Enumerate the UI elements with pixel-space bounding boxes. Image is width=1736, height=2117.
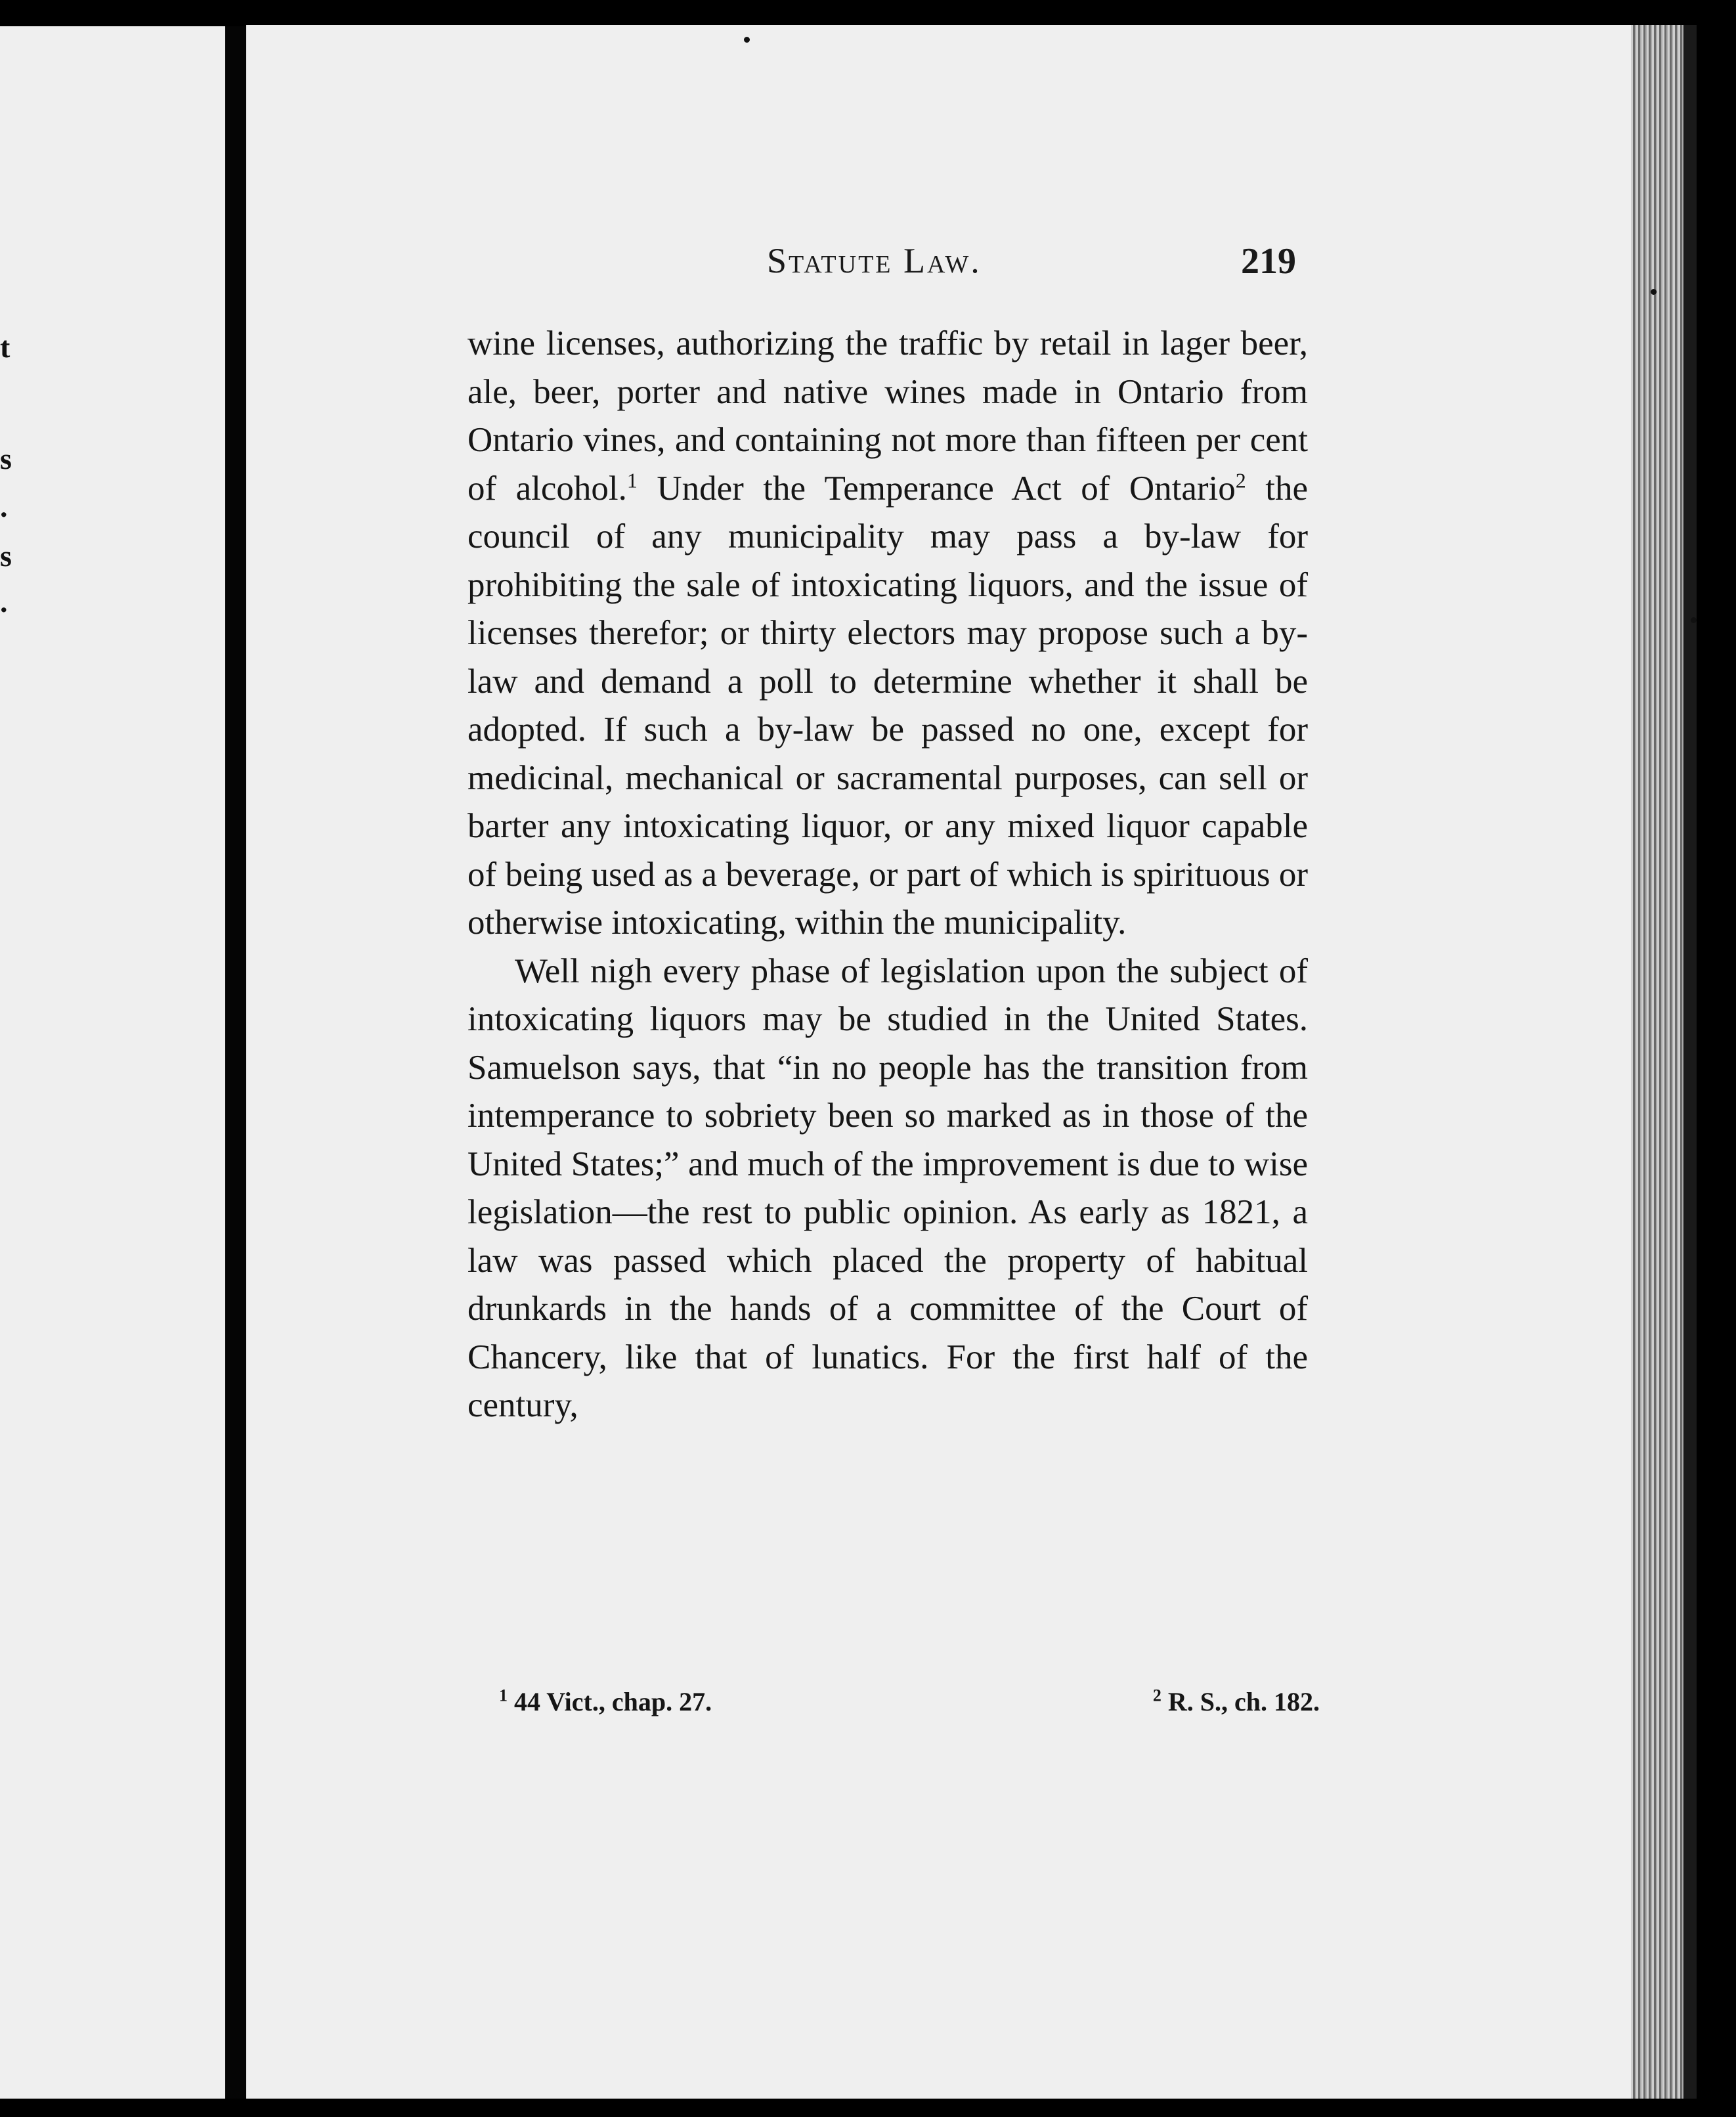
footnotes — [499, 1686, 1320, 1717]
body-text — [467, 320, 1308, 1430]
left-margin-fragment: t — [0, 330, 11, 364]
book-gutter — [225, 26, 246, 2099]
running-head: Statute Law. — [767, 241, 982, 280]
footnote — [499, 1686, 712, 1717]
footnote-marker: 1 — [499, 1686, 508, 1705]
ink-speck — [1691, 617, 1697, 623]
footnote-ref: 1 — [626, 468, 638, 492]
footnote-text: 44 Vict., chap. 27. — [514, 1687, 712, 1716]
footnote-ref: 2 — [1235, 468, 1246, 492]
ink-speck — [1651, 289, 1657, 295]
paragraph — [467, 320, 1308, 948]
left-margin-fragment: s — [0, 539, 12, 573]
page-edge-shadow — [1683, 25, 1697, 2099]
footnote-marker: 2 — [1152, 1686, 1161, 1705]
text-run: wine licenses, authorizing the traffic by retail in lager beer, ale, beer, porter and native wines made in Ontario from Ontario vines, and containing not more than fifteen per cent of alcohol. — [467, 324, 1308, 508]
left-margin-fragment: . — [0, 585, 8, 619]
left-page — [0, 26, 225, 2099]
footnote-text: R. S., ch. 182. — [1167, 1687, 1320, 1716]
footnote — [1153, 1686, 1320, 1717]
page-number: 219 — [1241, 241, 1296, 282]
paragraph: Well nigh every phase of legislation upon the subject of intoxicating liquors may be studied in the United States. Samuelson says, that “in no people has the transition from intemperance to sobriety been so marked as in those of the United States;” and much of the improvement is due to wise legislation—the rest to public opinion. As early as 1821, a law was passed which placed the property of habitual drunkards in the hands of a committee of the Court of Chancery, like that of lunatics. For the first half of the century, — [467, 951, 1308, 1424]
text-run: the council of any municipality may pass a by-law for prohibiting the sale of intoxicating liquors, and the issue of licenses therefor; or thirty electors may propose such a by-law and demand a poll to determine whether it shall be adopted. If such a by-law be passed no one, except for medicinal, mechanical or sacramental purposes, can sell or barter any intoxicating liquor, or any mixed liquor capable of being used as a beverage, or part of which is spirituous or otherwise intoxicating, within the municipality. — [467, 469, 1309, 942]
text-run: Under the Temperance Act of Ontario — [657, 469, 1236, 508]
left-margin-fragment: s — [0, 442, 12, 475]
ink-speck — [744, 37, 750, 43]
page-edges — [1631, 25, 1683, 2099]
left-margin-fragment: . — [0, 490, 8, 523]
